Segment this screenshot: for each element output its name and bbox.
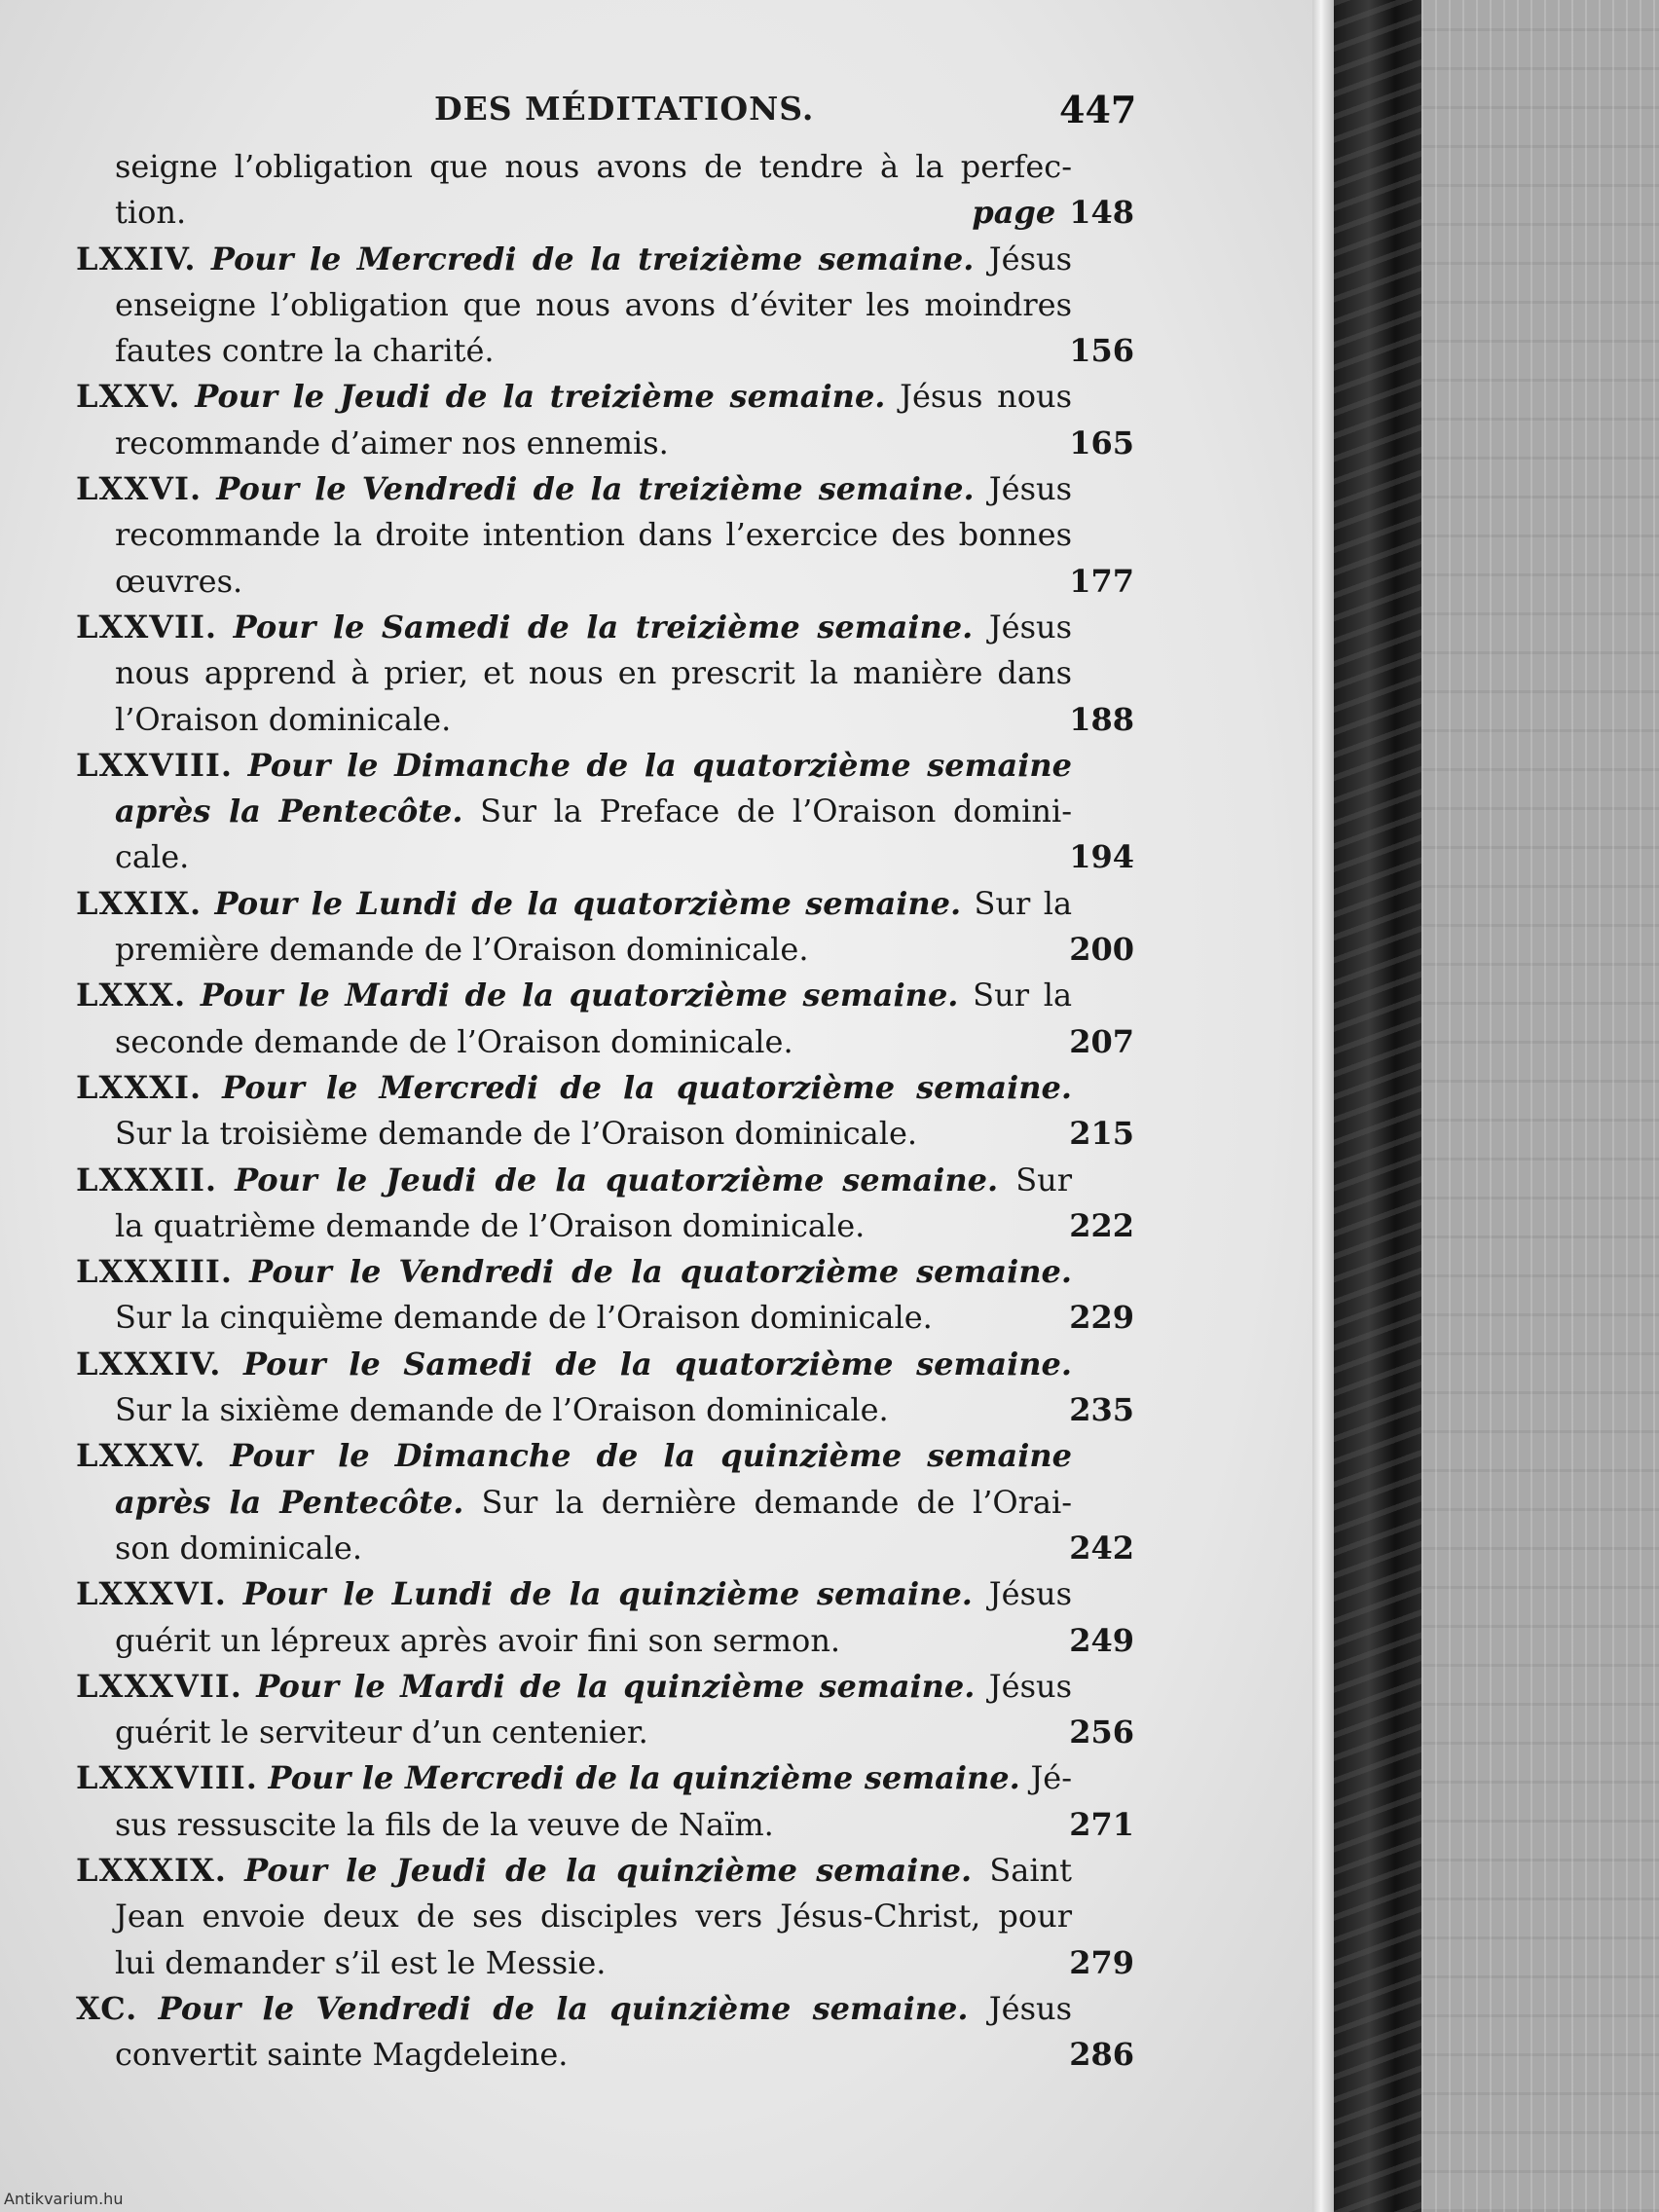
- entry-title: Pour le Mardi de la quinzième semaine.: [256, 1667, 976, 1705]
- entry-text: nous apprend à prier, et nous en prescrit la manière dans: [115, 654, 1072, 692]
- book-spine: [1334, 0, 1421, 2212]
- entry-text: Sur la: [974, 884, 1073, 922]
- entry-number: LXXXVI.: [76, 1575, 227, 1613]
- entry-page: 279: [1069, 1943, 1134, 1981]
- entry-title: Pour le Jeudi de la quatorzième semaine.: [235, 1161, 999, 1198]
- entry-page: 286: [1069, 2036, 1134, 2074]
- entry-text: Saint: [989, 1851, 1073, 1889]
- entry-page: 229: [1069, 1299, 1134, 1337]
- toc-entry: [76, 1664, 1132, 1756]
- entry-text: lui demander s’il est le Messie.: [115, 1943, 607, 1981]
- entry-number: LXXXVIII.: [76, 1759, 258, 1797]
- toc-entry: [76, 973, 1132, 1065]
- toc-entry: [76, 237, 1132, 375]
- entry-page: 222: [1069, 1206, 1134, 1244]
- toc-entry: [76, 1342, 1132, 1434]
- entry-text: Sur la: [973, 977, 1073, 1014]
- header-page-number: 447: [1059, 88, 1137, 131]
- entry-number: LXXVIII.: [76, 746, 234, 784]
- toc-entry: [76, 466, 1132, 605]
- toc-entry: [76, 1986, 1132, 2079]
- entry-page: 165: [1069, 424, 1134, 461]
- entry-text: enseigne l’obligation que nous avons d’éviter les moindres: [115, 285, 1072, 323]
- entry-text: Sur la sixième demande de l’Oraison dominicale.: [115, 1391, 889, 1429]
- cover-board: [1421, 0, 1659, 2212]
- toc-entry: [76, 374, 1132, 466]
- entry-page: 188: [1069, 700, 1134, 738]
- entry-number: LXXXI.: [76, 1068, 203, 1106]
- toc-entry: [76, 1158, 1132, 1250]
- entry-title: Pour le Vendredi de la quinzième semaine.: [158, 1989, 969, 2027]
- entry-text: Jésus: [988, 470, 1073, 508]
- entry-number: LXXXIII.: [76, 1253, 234, 1291]
- entry-text: Sur la troisième demande de l’Oraison dominicale.: [115, 1115, 918, 1153]
- entry-page: 215: [1069, 1115, 1134, 1153]
- entry-title: Pour le Jeudi de la treizième semaine.: [195, 378, 886, 416]
- entry-title: Pour le Mardi de la quatorzième semaine.: [200, 977, 959, 1014]
- entry-title: Pour le Samedi de la treizième semaine.: [233, 608, 974, 645]
- entry-text: seigne l’obligation que nous avons de tendre à la perfec-: [115, 148, 1072, 185]
- entry-page: 271: [1069, 1805, 1134, 1843]
- entry-number: LXXIX.: [76, 884, 203, 922]
- entry-text: Jésus: [988, 240, 1073, 277]
- entry-page: 200: [1069, 931, 1134, 969]
- running-header: [0, 90, 1324, 134]
- entry-page: 177: [1069, 562, 1134, 600]
- header-title: DES MÉDITATIONS.: [434, 90, 815, 128]
- entry-title-cont: après la Pentecôte.: [115, 793, 463, 830]
- entry-text: Jésus: [988, 608, 1073, 645]
- table-of-contents: [76, 144, 1132, 2078]
- entry-text: recommande d’aimer nos ennemis.: [115, 424, 669, 461]
- entry-number: XC.: [76, 1989, 138, 2027]
- entry-title: Pour le Vendredi de la treizième semaine.: [216, 470, 975, 508]
- entry-title: Pour le Jeudi de la quinzième semaine.: [244, 1851, 973, 1889]
- entry-text: fautes contre la charité.: [115, 332, 495, 370]
- toc-entry: [76, 1755, 1132, 1848]
- entry-title: Pour le Mercredi de la treizième semaine.: [210, 240, 975, 277]
- toc-entry: [76, 605, 1132, 743]
- entry-text: œuvres.: [115, 562, 243, 600]
- entry-title: Pour le Mercredi de la quinzième semaine.: [268, 1759, 1020, 1797]
- entry-title: Pour le Mercredi de la quatorzième semaine.: [222, 1068, 1073, 1106]
- entry-text: Sur la cinquième demande de l’Oraison dominicale.: [115, 1299, 933, 1337]
- entry-text: tion.: [115, 194, 187, 232]
- entry-text: seconde demande de l’Oraison dominicale.: [115, 1022, 793, 1060]
- toc-entry: [76, 743, 1132, 881]
- entry-number: LXXVII.: [76, 608, 218, 645]
- entry-page: 207: [1069, 1022, 1134, 1060]
- toc-entry: [76, 1571, 1132, 1664]
- page-label: page: [972, 194, 1056, 232]
- entry-title: Pour le Vendredi de la quatorzième semaine.: [249, 1253, 1072, 1291]
- entry-text: Jésus: [988, 1989, 1073, 2027]
- toc-entry: [76, 1249, 1132, 1342]
- entry-number: LXXX.: [76, 977, 187, 1014]
- entry-number: LXXXII.: [76, 1161, 218, 1198]
- entry-text: cale.: [115, 838, 190, 876]
- entry-text: guérit le serviteur d’un centenier.: [115, 1714, 648, 1751]
- entry-number: LXXXVII.: [76, 1667, 242, 1705]
- entry-page: 194: [1069, 838, 1134, 876]
- entry-page: 156: [1069, 332, 1134, 370]
- entry-title: Pour le Dimanche de la quinzième semaine: [230, 1437, 1073, 1475]
- entry-text: son dominicale.: [115, 1529, 362, 1567]
- entry-text: Jésus nous: [900, 378, 1072, 416]
- page-edge: [1312, 0, 1334, 2212]
- entry-number: LXXXIV.: [76, 1345, 222, 1382]
- entry-text: guérit un lépreux après avoir fini son sermon.: [115, 1621, 841, 1659]
- watermark: Antikvarium.hu: [4, 2190, 124, 2208]
- entry-page: 235: [1069, 1391, 1134, 1429]
- entry-page: 242: [1069, 1529, 1134, 1567]
- entry-page: 256: [1069, 1714, 1134, 1751]
- entry-text: Jean envoie deux de ses disciples vers Jésus-Christ, pour: [115, 1898, 1072, 1936]
- toc-entry: [76, 881, 1132, 974]
- entry-text: recommande la droite intention dans l’exercice des bonnes: [115, 516, 1072, 554]
- entry-title: Pour le Samedi de la quatorzième semaine.: [242, 1345, 1073, 1382]
- entry-number: LXXXV.: [76, 1437, 206, 1475]
- entry-title: Pour le Lundi de la quinzième semaine.: [242, 1575, 973, 1613]
- entry-title-cont: après la Pentecôte.: [115, 1483, 464, 1521]
- entry-page: 249: [1069, 1621, 1134, 1659]
- entry-title: Pour le Dimanche de la quatorzième semaine: [247, 746, 1073, 784]
- toc-entry: [76, 1433, 1132, 1571]
- entry-text: convertit sainte Magdeleine.: [115, 2036, 569, 2074]
- entry-text: sus ressuscite la fils de la veuve de Naïm.: [115, 1805, 774, 1843]
- entry-page: page 148: [972, 194, 1134, 232]
- entry-number: LXXV.: [76, 378, 181, 416]
- entry-text: Sur: [1015, 1161, 1073, 1198]
- entry-text: Jésus: [988, 1575, 1073, 1613]
- entry-text: la quatrième demande de l’Oraison dominicale.: [115, 1206, 866, 1244]
- entry-text: Sur la dernière demande de l’Orai-: [481, 1483, 1073, 1521]
- entry-title: Pour le Lundi de la quatorzième semaine.: [214, 884, 962, 922]
- entry-text: Jé-: [1030, 1759, 1073, 1797]
- toc-entry: [76, 1848, 1132, 1986]
- toc-entry: [76, 1065, 1132, 1158]
- entry-text: Jésus: [988, 1667, 1073, 1705]
- entry-text: l’Oraison dominicale.: [115, 700, 452, 738]
- entry-number: LXXXIX.: [76, 1851, 227, 1889]
- entry-text: Sur la Preface de l’Oraison domini-: [480, 793, 1073, 830]
- entry-number: LXXVI.: [76, 470, 203, 508]
- toc-entry: [76, 144, 1132, 237]
- entry-number: LXXIV.: [76, 240, 197, 277]
- entry-text: première demande de l’Oraison dominicale.: [115, 931, 809, 969]
